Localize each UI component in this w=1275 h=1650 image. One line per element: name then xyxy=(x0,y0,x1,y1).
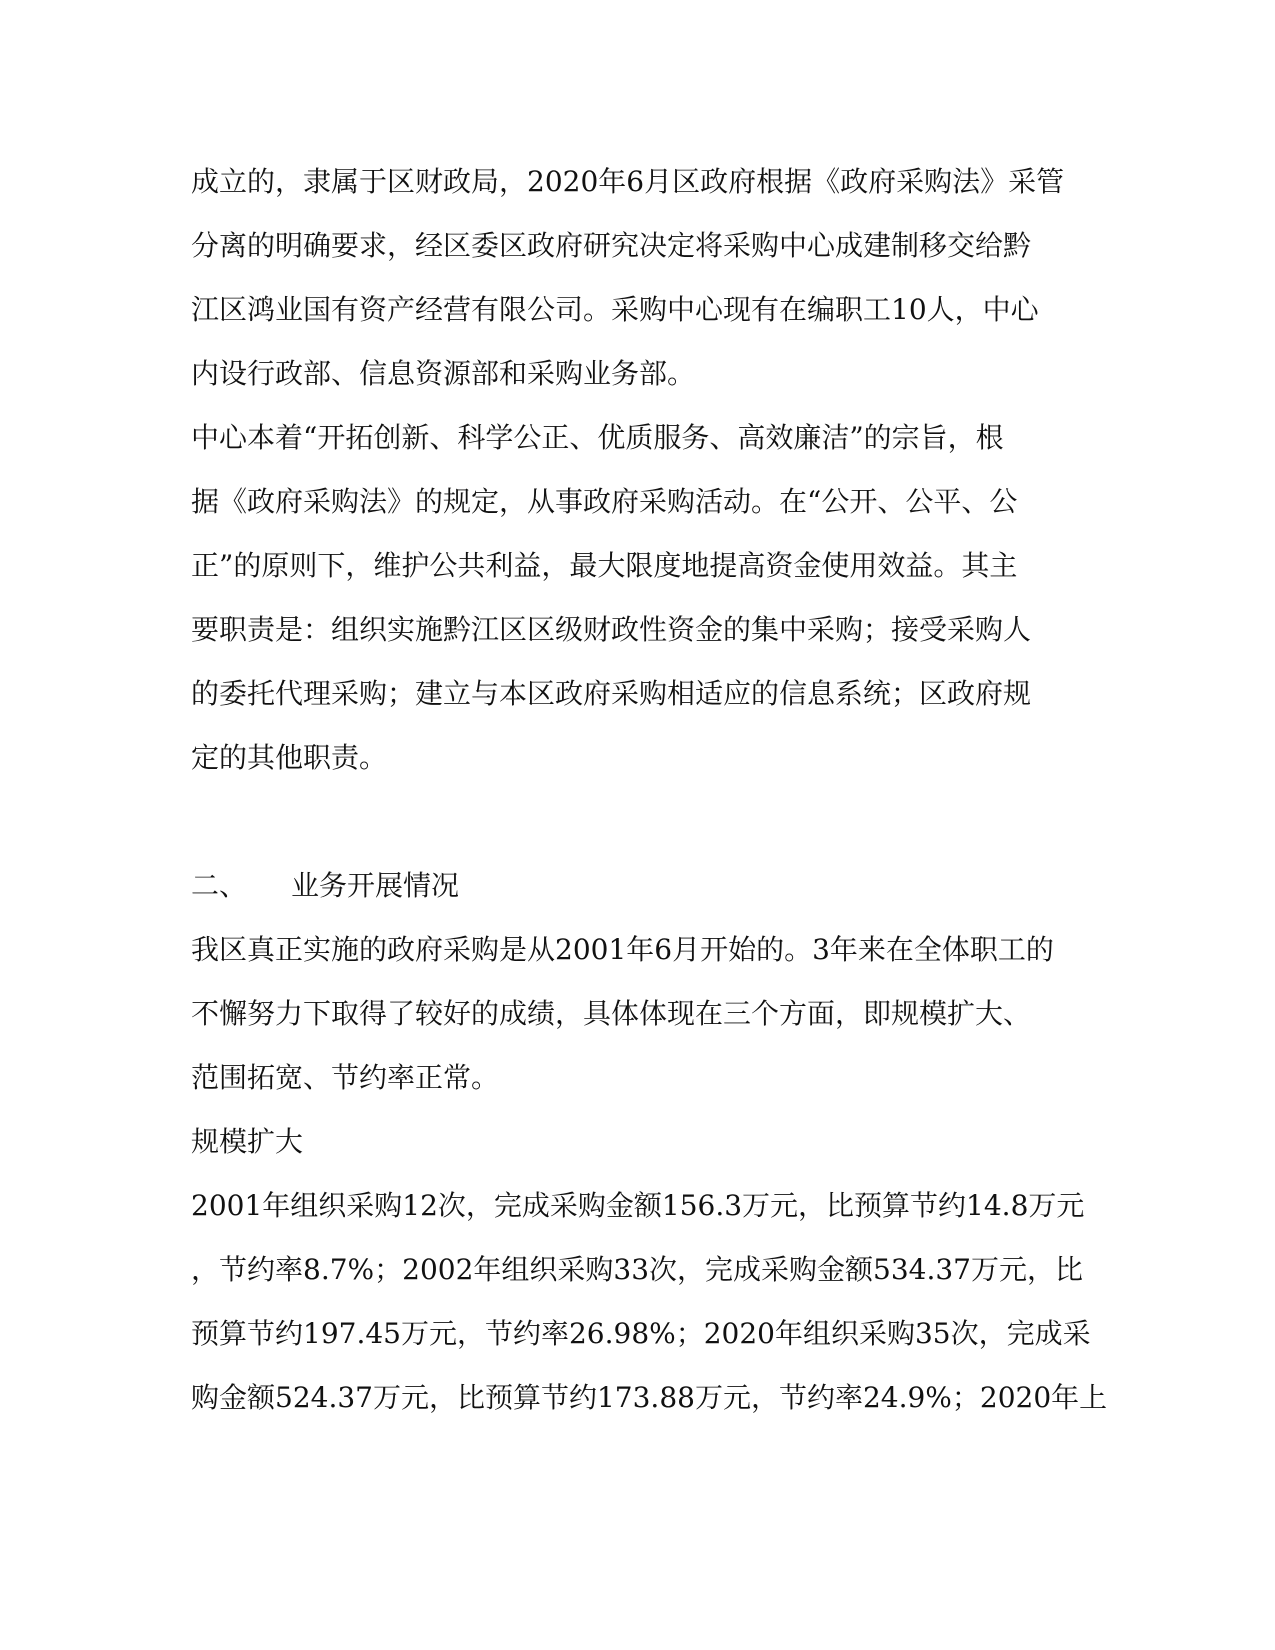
section-heading xyxy=(191,854,1086,918)
paragraph-line: 我区真正实施的政府采购是从2001年6月开始的。3年来在全体职工的 xyxy=(191,933,1054,966)
paragraph-line: 范围拓宽、节约率正常。 xyxy=(191,1061,500,1094)
paragraph-line: 成立的，隶属于区财政局，2020年6月区政府根据《政府采购法》采管 xyxy=(191,165,1065,198)
paragraph-line: 不懈努力下取得了较好的成绩，具体体现在三个方面，即规模扩大、 xyxy=(191,997,1032,1030)
paragraph-line: 据《政府采购法》的规定，从事政府采购活动。在“公开、公平、公 xyxy=(191,485,1018,518)
paragraph-line: 要职责是：组织实施黔江区区级财政性资金的集中采购；接受采购人 xyxy=(191,613,1032,646)
paragraph-line: 中心本着“开拓创新、科学公正、优质服务、高效廉洁”的宗旨，根 xyxy=(191,421,1004,454)
subheading-line: 规模扩大 xyxy=(191,1125,304,1158)
section-number: 二、 xyxy=(191,869,248,902)
paragraph-line: 正”的原则下，维护公共利益，最大限度地提高资金使用效益。其主 xyxy=(191,549,1018,582)
paragraph-spacer xyxy=(191,790,1086,854)
document-body xyxy=(191,150,1108,1430)
paragraph-line: 内设行政部、信息资源部和采购业务部。 xyxy=(191,357,696,390)
paragraph-line: 购金额524.37万元，比预算节约173.88万元，节约率24.9%；2020年上 xyxy=(191,1381,1108,1414)
paragraph-line: 江区鸿业国有资产经营有限公司。采购中心现有在编职工10人，中心 xyxy=(191,293,1039,326)
paragraph-line: 的委托代理采购；建立与本区政府采购相适应的信息系统；区政府规 xyxy=(191,677,1032,710)
paragraph-line: 预算节约197.45万元，节约率26.98%；2020年组织采购35次，完成采 xyxy=(191,1317,1091,1350)
paragraph-line: 定的其他职责。 xyxy=(191,741,388,774)
section-title: 业务开展情况 xyxy=(291,869,460,902)
paragraph-line: ，节约率8.7%；2002年组织采购33次，完成采购金额534.37万元，比 xyxy=(191,1253,1083,1286)
paragraph-line: 分离的明确要求，经区委区政府研究决定将采购中心成建制移交给黔 xyxy=(191,229,1032,262)
paragraph-line: 2001年组织采购12次，完成采购金额156.3万元，比预算节约14.8万元 xyxy=(191,1189,1085,1222)
